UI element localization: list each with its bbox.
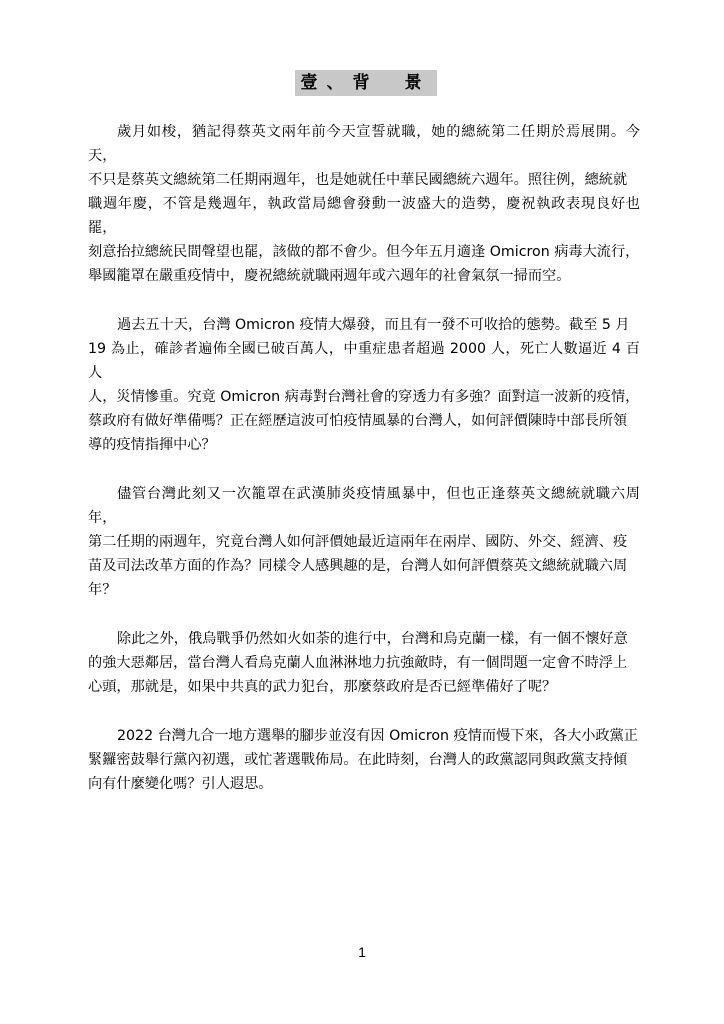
- section-heading: 壹、背 景: [295, 70, 437, 96]
- paragraph-2: 過去五十天，台灣 Omicron 疫情大爆發，而且有一發不可收拾的態勢。截至 5 月 19 為止，確診者遍佈全國已破百萬人，中重症患者超過 2000 人，死亡人數逼近 4 百人 人，災情慘重。究竟 Omicron 病毒對台灣社會的穿透力有多強？面對這一波新的疫情， 蔡政府有做好準備嗎？正在經歷這波可怕疫情風暴的台灣人，如何評價陳時中部長所領 導的疫情指揮中心？: [88, 317, 640, 453]
- paragraph-4: 除此之外，俄烏戰爭仍然如火如荼的進行中，台灣和烏克蘭一樣，有一個不懷好意 的強大惡鄰居，當台灣人看烏克蘭人血淋淋地力抗強敵時，有一個問題一定會不時浮上 心頭，那就是，如果中共真的武力犯台，那麼蔡政府是否已經準備好了呢？: [88, 631, 628, 695]
- paragraph-1: 歲月如梭，猶記得蔡英文兩年前今天宣誓就職，她的總統第二任期於焉展開。今天， 不只是蔡英文總統第二任期兩週年，也是她就任中華民國總統六週年。照往例，總統就 職週年慶，不管是幾週年，執政當局總會發動一波盛大的造勢，慶祝執政表現良好也罷， 刻意抬拉總統民間聲望也罷，該做的都不會少。但今年五月適逢 Omicron 病毒大流行， 舉國籠罩在嚴重疫情中，慶祝總統就職兩週年或六週年的社會氣氛一掃而空。: [88, 124, 640, 284]
- paragraph-3: 儘管台灣此刻又一次籠罩在武漢肺炎疫情風暴中，但也正逢蔡英文總統就職六周年， 第二任期的兩週年，究竟台灣人如何評價她最近這兩年在兩岸、國防、外交、經濟、疫 苗及司法改革方面的作為？同樣令人感興趣的是，台灣人如何評價蔡英文總統就職六周 年？: [88, 486, 640, 598]
- body-text: [88, 120, 640, 821]
- paragraph-5: 2022 台灣九合一地方選舉的腳步並沒有因 Omicron 疫情而慢下來，各大小政黨正 緊鑼密鼓舉行黨內初選，或忙著選戰佈局。在此時刻，台灣人的政黨認同與政黨支持傾 向有什麼變化嗎？引人遐思。: [88, 728, 638, 792]
- heading-container: [0, 70, 724, 96]
- page-number: 1: [358, 944, 366, 960]
